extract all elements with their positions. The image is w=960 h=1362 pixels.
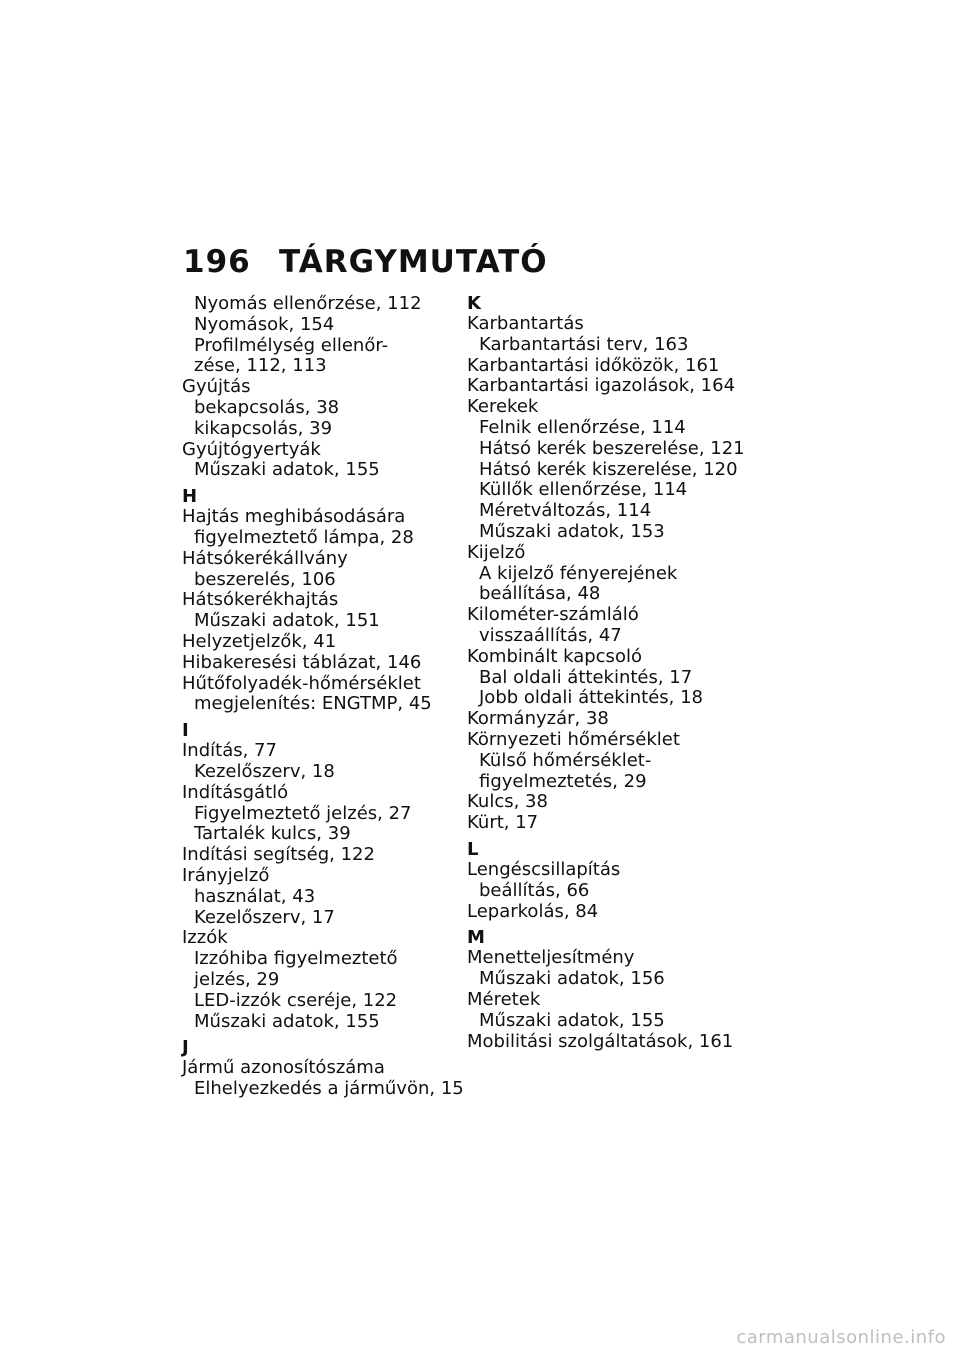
page-title: TÁRGYMUTATÓ	[279, 244, 548, 280]
index-entry: Mobilitási szolgáltatások, 161	[467, 1030, 734, 1052]
index-subentry: Méretváltozás, 114	[479, 500, 652, 522]
index-entry: Izzók	[182, 927, 228, 949]
page-number: 196	[183, 244, 251, 280]
index-entry: Kürt, 17	[467, 812, 539, 834]
index-subentry: Műszaki adatok, 155	[194, 1010, 380, 1032]
index-column-right	[467, 294, 757, 1052]
index-entry: Helyzetjelzők, 41	[182, 630, 337, 652]
index-subentry: Nyomások, 154	[194, 313, 335, 335]
index-subentry: Hátsó kerék beszerelése, 121	[479, 437, 745, 459]
index-entry: Méretek	[467, 988, 541, 1010]
index-subentry: bekapcsolás, 38	[194, 396, 340, 418]
index-entry: Karbantartási időközök, 161	[467, 354, 720, 376]
index-subentry: Műszaki adatok, 155	[479, 1009, 665, 1031]
index-entry: Kormányzár, 38	[467, 708, 609, 730]
index-subentry: Külső hőmérséklet-	[479, 749, 652, 771]
index-entry: Kulcs, 38	[467, 791, 548, 813]
index-entry: Menetteljesítmény	[467, 947, 635, 969]
index-entry: Hajtás meghibásodására	[182, 506, 406, 528]
index-subentry: Felnik ellenőrzése, 114	[479, 416, 686, 438]
index-letter-heading: J	[182, 1037, 189, 1059]
index-subentry: Kezelőszerv, 18	[194, 760, 335, 782]
index-entry: Indítás, 77	[182, 740, 277, 762]
index-subentry: Karbantartási terv, 163	[479, 333, 689, 355]
index-subentry: Kezelőszerv, 17	[194, 906, 335, 928]
index-subentry: Nyomás ellenőrzése, 112	[194, 293, 422, 314]
index-entry: Karbantartási igazolások, 164	[467, 375, 736, 397]
index-entry: Gyújtás	[182, 376, 251, 398]
index-entry: Környezeti hőmérséklet	[467, 728, 680, 750]
index-entry: Lengéscsillapítás	[467, 858, 621, 880]
index-entry: Hibakeresési táblázat, 146	[182, 651, 422, 673]
index-subentry: A kijelző fényerejének	[479, 562, 678, 584]
index-subentry: Figyelmeztető jelzés, 27	[194, 802, 412, 824]
index-entry: Kombinált kapcsoló	[467, 645, 642, 667]
index-entry: Leparkolás, 84	[467, 900, 599, 922]
index-column-left	[182, 294, 472, 1100]
index-entry: Hűtőfolyadék-hőmérséklet	[182, 672, 421, 694]
index-entry: Irányjelző	[182, 864, 270, 886]
index-letter-heading: I	[182, 720, 189, 742]
index-subentry: Küllők ellenőrzése, 114	[479, 479, 688, 501]
index-entry: Gyújtógyertyák	[182, 438, 321, 460]
index-subentry: Elhelyezkedés a járművön, 15	[194, 1078, 464, 1100]
index-subentry: visszaállítás, 47	[479, 624, 622, 646]
watermark: carmanualsonline.info	[736, 1327, 946, 1348]
index-subentry: LED-izzók cseréje, 122	[194, 989, 398, 1011]
index-subentry: Műszaki adatok, 151	[194, 610, 380, 632]
index-entry: Hátsókerékhajtás	[182, 589, 339, 611]
page-header	[183, 242, 548, 282]
index-subentry: zése, 112, 113	[194, 355, 327, 377]
index-subentry: beszerelés, 106	[194, 568, 336, 590]
index-subentry: Műszaki adatok, 155	[194, 459, 380, 481]
index-subentry: figyelmeztető lámpa, 28	[194, 526, 414, 548]
index-letter-heading: H	[182, 486, 198, 508]
index-letter-heading: M	[467, 927, 485, 949]
index-subentry: kikapcsolás, 39	[194, 417, 333, 439]
index-subentry: Hátsó kerék kiszerelése, 120	[479, 458, 738, 480]
index-subentry: használat, 43	[194, 885, 316, 907]
index-entry: Indításgátló	[182, 781, 289, 803]
index-entry: Hátsókerékállvány	[182, 547, 348, 569]
index-entry: Jármű azonosítószáma	[182, 1057, 385, 1079]
index-subentry: Tartalék kulcs, 39	[194, 823, 351, 845]
index-entry: Indítási segítség, 122	[182, 844, 375, 866]
index-subentry: jelzés, 29	[194, 968, 280, 990]
index-letter-heading: L	[467, 838, 479, 860]
index-entry: Kilométer-számláló	[467, 604, 639, 626]
index-subentry: Műszaki adatok, 153	[479, 520, 665, 542]
index-subentry: Műszaki adatok, 156	[479, 968, 665, 990]
index-entry: Karbantartás	[467, 313, 584, 334]
index-subentry: Profilmélység ellenőr-	[194, 334, 389, 356]
index-subentry: Izzóhiba figyelmeztető	[194, 948, 398, 970]
index-subentry: beállítás, 66	[479, 879, 590, 901]
index-subentry: figyelmeztetés, 29	[479, 770, 647, 792]
index-subentry: beállítása, 48	[479, 583, 601, 605]
index-letter-heading: K	[467, 293, 481, 314]
index-subentry: megjelenítés: ENGTMP, 45	[194, 693, 432, 715]
index-entry: Kijelző	[467, 541, 526, 563]
index-subentry: Jobb oldali áttekintés, 18	[479, 687, 703, 709]
index-entry: Kerekek	[467, 396, 539, 418]
index-subentry: Bal oldali áttekintés, 17	[479, 666, 693, 688]
